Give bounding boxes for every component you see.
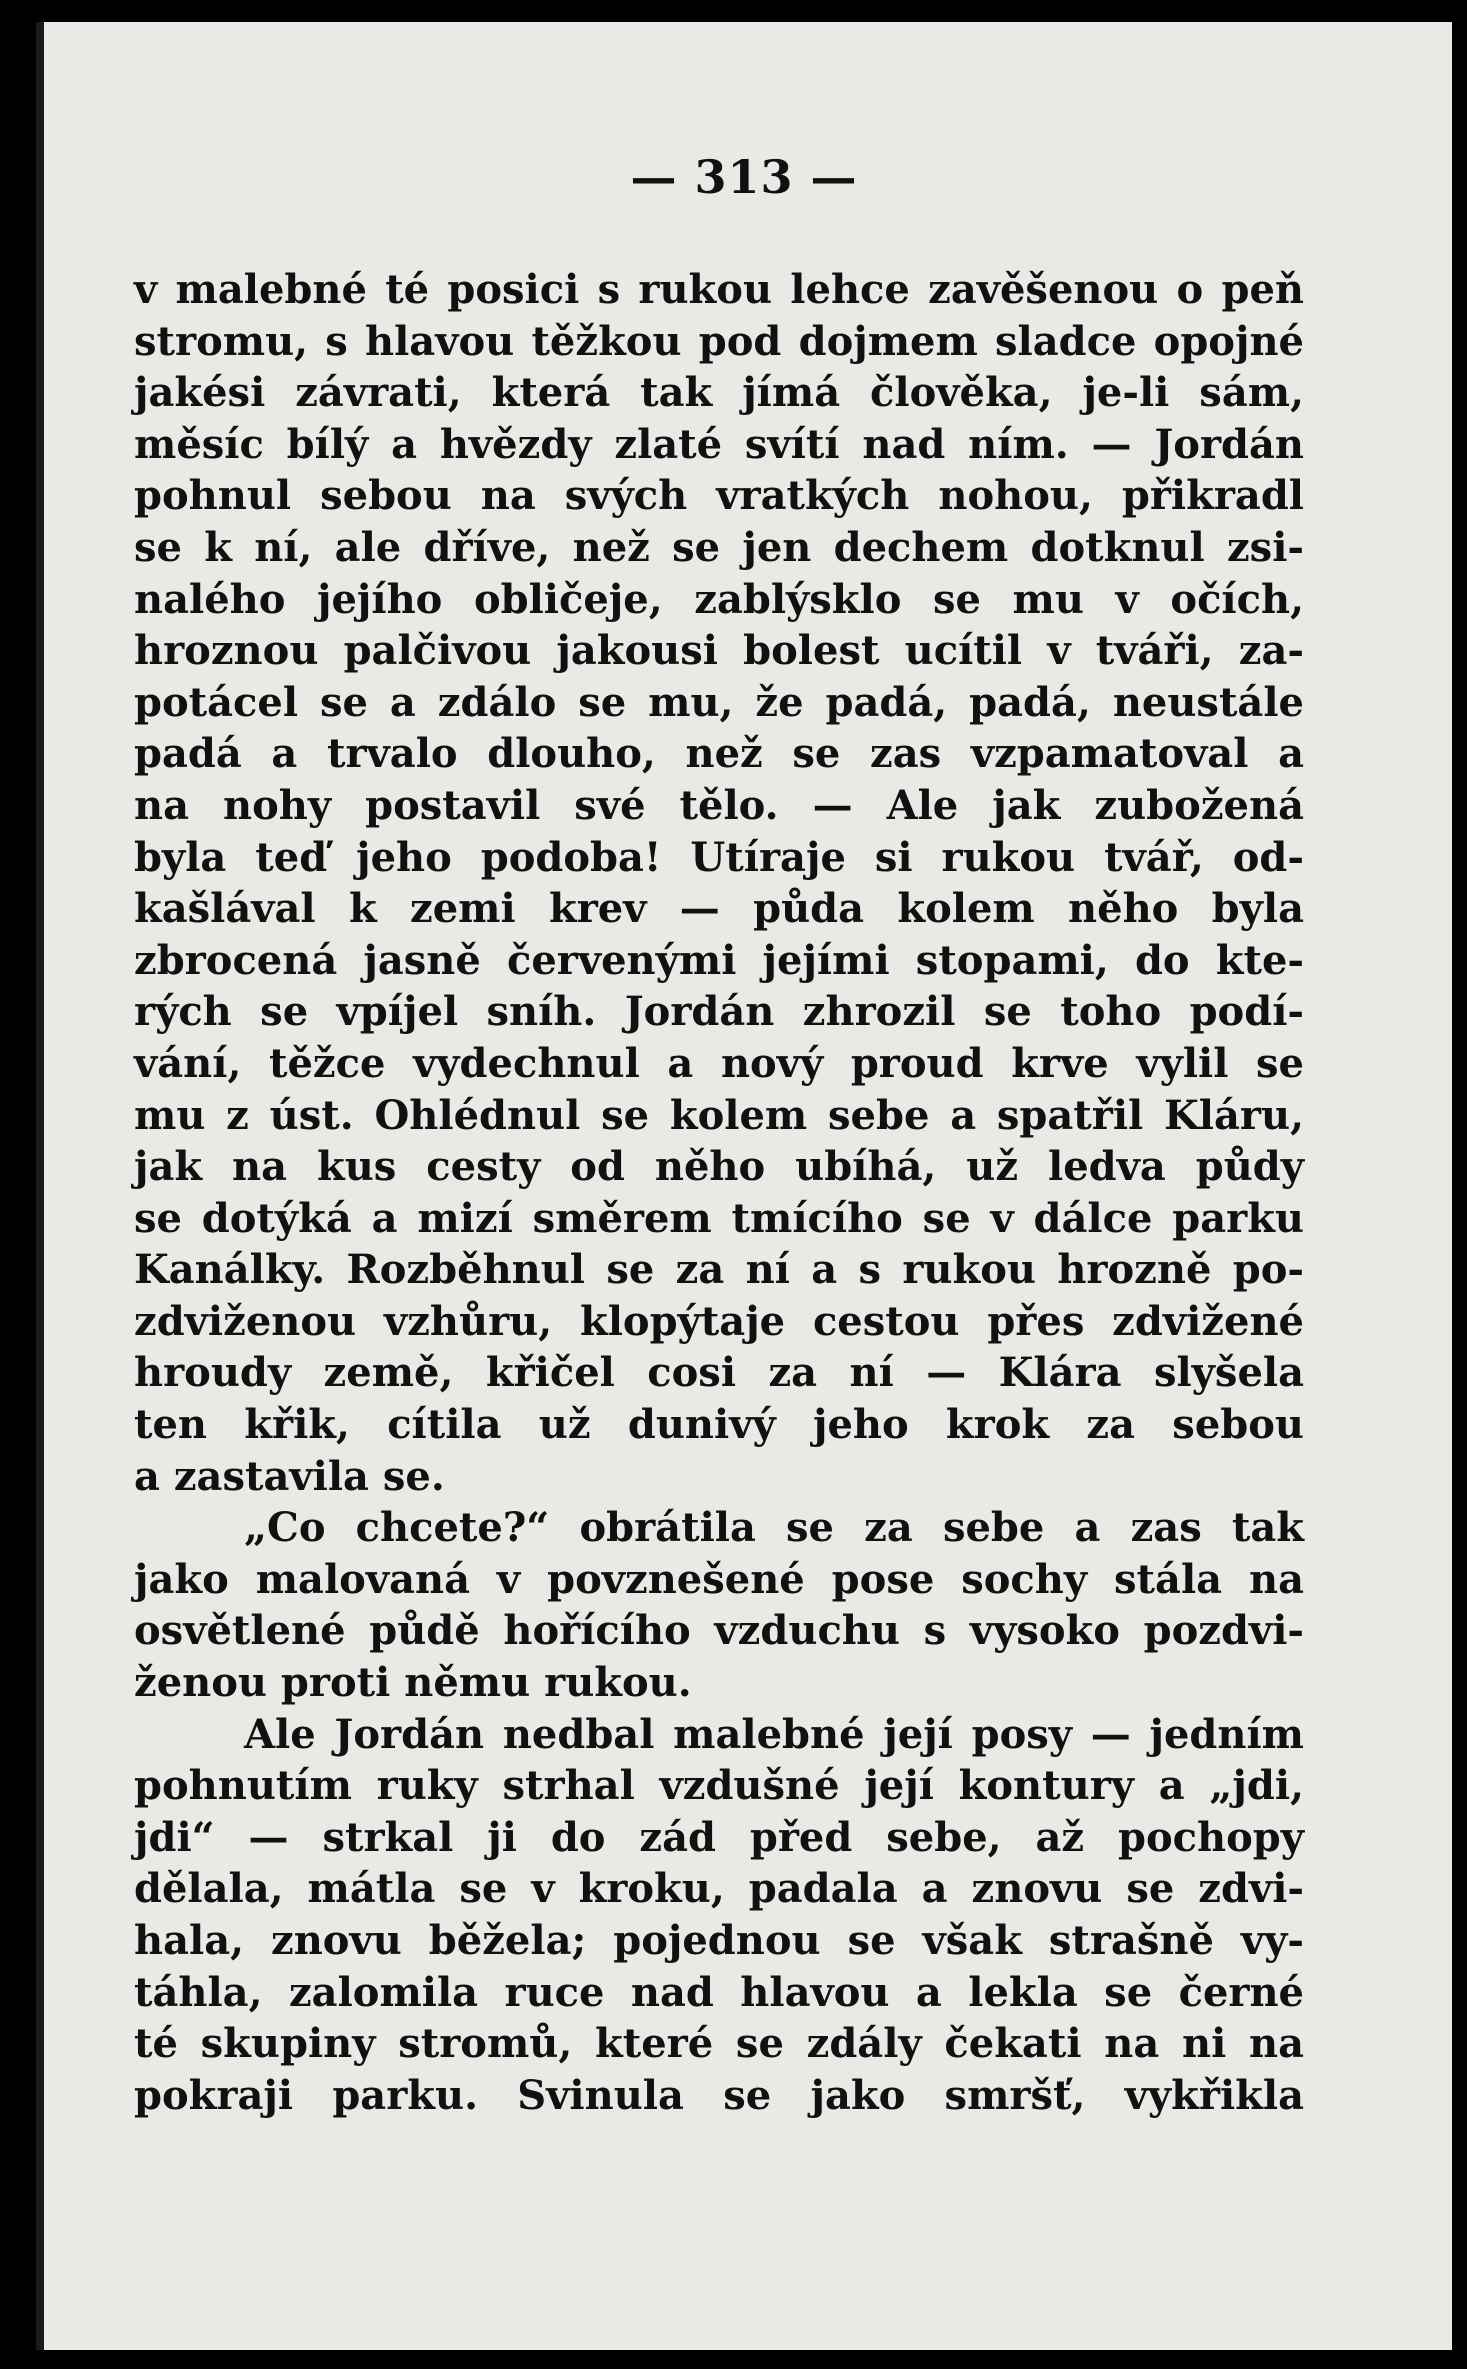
text-line: táhla, zalomila ruce nad hlavou a lekla se černé <box>134 1968 1304 2016</box>
text-line: osvětlené půdě hořícího vzduchu s vysoko pozdvi- <box>134 1607 1304 1655</box>
text-line: pohnul sebou na svých vratkých nohou, přikradl <box>134 472 1304 520</box>
text-line: hroznou palčivou jakousi bolest ucítil v tváři, za- <box>134 627 1304 675</box>
paragraph-start-line: „Co chcete?“ obrátila se za sebe a zas tak <box>244 1504 1304 1552</box>
text-line: jakési závrati, která tak jímá člověka, je-li sám, <box>134 369 1304 417</box>
text-line: hroudy země, křičel cosi za ní — Klára slyšela <box>134 1349 1304 1397</box>
text-line: kašlával k zemi krev — půda kolem něho byla <box>134 885 1304 933</box>
text-line: potácel se a zdálo se mu, že padá, padá, neustále <box>134 678 1304 726</box>
text-line: vání, těžce vydechnul a nový proud krve vylil se <box>134 1039 1304 1087</box>
text-line: jdi“ — strkal ji do zád před sebe, až pochopy <box>134 1813 1304 1861</box>
paragraph-end-line: a zastavila se. <box>134 1452 445 1500</box>
page-binding-edge <box>36 22 44 2350</box>
text-line: na nohy postavil své tělo. — Ale jak zubožená <box>134 781 1304 829</box>
text-line: měsíc bílý a hvězdy zlaté svítí nad ním. — Jordán <box>134 420 1304 468</box>
text-line: rých se vpíjel sníh. Jordán zhrozil se toho podí- <box>134 988 1304 1036</box>
text-line: pohnutím ruky strhal vzdušné její kontury a „jdi, <box>134 1762 1304 1810</box>
text-line: se dotýká a mizí směrem tmícího se v dálce parku <box>134 1194 1304 1242</box>
paragraph-start-line: Ale Jordán nedbal malebné její posy — jedním <box>244 1710 1304 1758</box>
text-line: stromu, s hlavou těžkou pod dojmem sladce opojné <box>134 317 1304 365</box>
text-line: zbrocená jasně červenými jejími stopami, do kte- <box>134 936 1304 984</box>
text-line: pokraji parku. Svinula se jako smršť, vykřikla <box>134 2071 1304 2119</box>
paragraph-end-line: ženou proti němu rukou. <box>134 1659 692 1707</box>
text-line: v malebné té posici s rukou lehce zavěšenou o peň <box>134 266 1304 313</box>
text-line: hala, znovu běžela; pojednou se však strašně vy- <box>134 1917 1304 1964</box>
text-line: nalého jejího obličeje, zablýsklo se mu v očích, <box>134 575 1304 623</box>
text-line: zdviženou vzhůru, klopýtaje cestou přes zdvižené <box>134 1297 1304 1345</box>
text-line: se k ní, ale dříve, než se jen dechem dotknul zsi- <box>134 523 1304 571</box>
text-line: jako malovaná v povznešené pose sochy stála na <box>134 1555 1304 1603</box>
text-line: Kanálky. Rozběhnul se za ní a s rukou hrozně po- <box>134 1246 1304 1294</box>
body-text <box>134 264 1304 2121</box>
text-line: ten křik, cítila už dunivý jeho krok za sebou <box>134 1401 1304 1449</box>
text-line: mu z úst. Ohlédnul se kolem sebe a spatřil Kláru, <box>134 1091 1304 1139</box>
text-line: té skupiny stromů, které se zdály čekati na ni na <box>134 2020 1304 2068</box>
text-line: byla teď jeho podoba! Utíraje si rukou tvář, od- <box>134 833 1304 881</box>
page-number: — 313 — <box>630 150 858 204</box>
text-line: jak na kus cesty od něho ubíhá, už ledva půdy <box>134 1143 1304 1191</box>
text-line: padá a trvalo dlouho, než se zas vzpamatoval a <box>134 730 1304 778</box>
text-line: dělala, mátla se v kroku, padala a znovu se zdvi- <box>134 1865 1304 1913</box>
book-page <box>36 22 1452 2350</box>
